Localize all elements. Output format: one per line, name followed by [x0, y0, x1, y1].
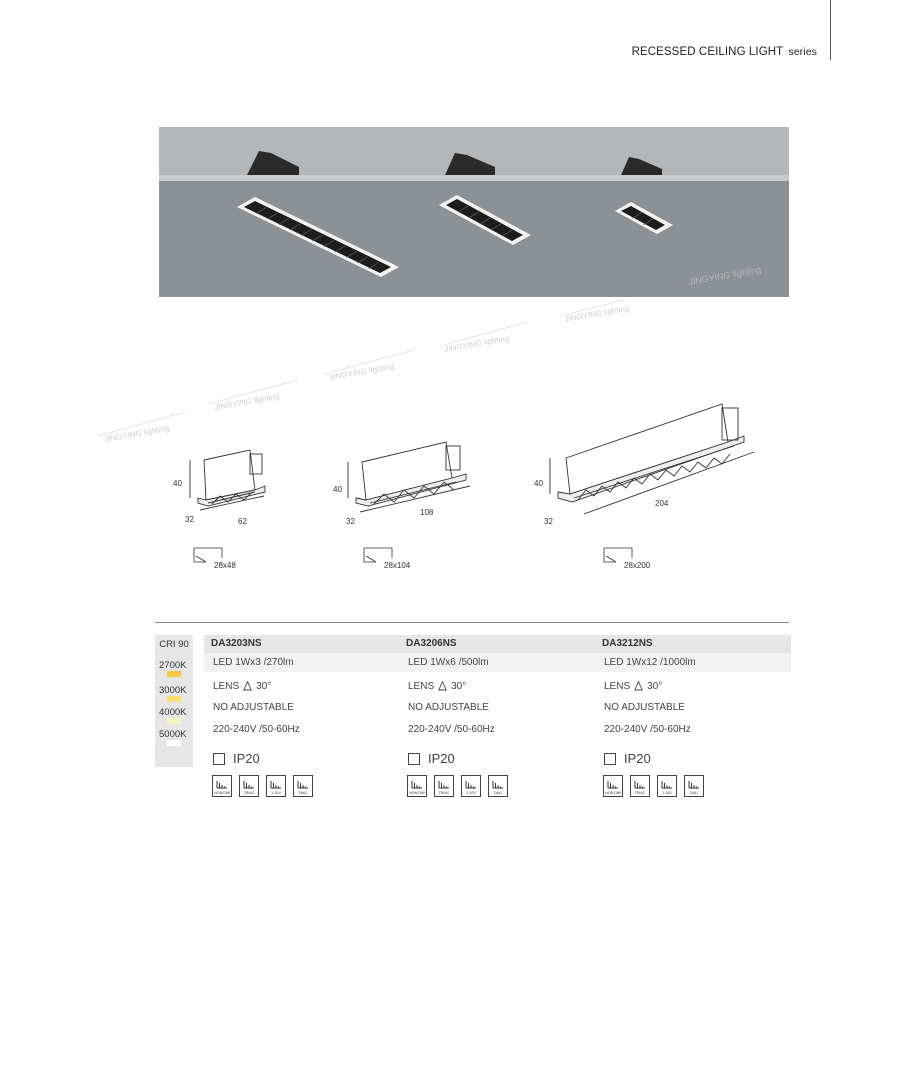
watermark-text: JINGYING lighting — [443, 333, 510, 354]
temp-4000k: 4000K — [159, 707, 187, 718]
one-to-ten-volt-icon: 1-10V — [657, 775, 677, 797]
lens-label: LENS — [213, 681, 240, 692]
temp-2700k: 2700K — [159, 660, 187, 671]
dali-icon: DALI — [488, 775, 508, 797]
dimming-icons — [212, 775, 322, 799]
watermark-text: JINGYING lighting — [103, 423, 170, 444]
ceiling-render-image — [159, 127, 789, 297]
dim-length-1: 62 — [238, 517, 247, 526]
lens-label: LENS — [408, 681, 435, 692]
triac-icon: TRIAC — [630, 775, 650, 797]
product-spec-da3206ns — [399, 635, 595, 805]
svg-text:JINGYING lighting: JINGYING lighting — [687, 264, 762, 287]
ip-label: IP20 — [428, 751, 455, 766]
technical-drawings — [0, 300, 900, 590]
dimension-drawing-3 — [550, 404, 754, 514]
watermark-text: JINGYING lighting — [213, 391, 280, 412]
watermark-text: JINGYING lighting — [328, 361, 395, 382]
temp-3000k: 3000K — [159, 685, 187, 696]
dimming-icons — [407, 775, 517, 799]
temp-swatch-3000k — [167, 696, 181, 702]
header-subtitle: series — [788, 46, 817, 58]
cutout-icon-2 — [364, 548, 392, 562]
ip-label: IP20 — [233, 751, 260, 766]
adjust-spec: NO ADJUSTABLE — [604, 702, 685, 713]
temp-5000k: 5000K — [159, 729, 187, 740]
dim-height-2: 40 — [333, 485, 342, 494]
lens-label: LENS — [604, 681, 631, 692]
cutout-label-1: 28x48 — [214, 561, 236, 570]
voltage-spec: 220-240V /50-60Hz — [408, 724, 495, 735]
dim-height-3: 40 — [534, 479, 543, 488]
beam-angle-icon — [438, 681, 447, 691]
one-to-ten-volt-icon: 1-10V — [266, 775, 286, 797]
lens-spec — [213, 681, 271, 692]
temp-swatch-2700k — [167, 671, 181, 677]
led-spec: LED 1Wx6 /500lm — [399, 653, 595, 672]
one-to-ten-volt-icon: 1-10V — [461, 775, 481, 797]
cutout-icon-3 — [604, 548, 632, 562]
triac-icon: TRIAC — [239, 775, 259, 797]
lens-angle: 30° — [451, 681, 467, 692]
ip-label: IP20 — [624, 751, 651, 766]
cri-color-temps — [155, 635, 193, 767]
cri-label: CRI 90 — [159, 639, 189, 650]
voltage-spec: 220-240V /50-60Hz — [213, 724, 300, 735]
header-title: RECESSED CEILING LIGHT — [631, 46, 784, 58]
non-dim-icon: NON DIM — [603, 775, 623, 797]
temp-swatch-4000k — [167, 718, 181, 724]
cutout-label-3: 28x200 — [624, 561, 651, 570]
product-model: DA3203NS — [204, 635, 400, 653]
header-divider — [830, 0, 831, 60]
ip-box-icon — [213, 753, 225, 765]
dimming-icons — [603, 775, 713, 799]
dim-height-1: 40 — [173, 479, 182, 488]
led-spec: LED 1Wx12 /1000lm — [595, 653, 791, 672]
dim-length-3: 204 — [655, 499, 669, 508]
dali-icon: DALI — [684, 775, 704, 797]
voltage-spec: 220-240V /50-60Hz — [604, 724, 691, 735]
product-model: DA3206NS — [399, 635, 595, 653]
led-spec: LED 1Wx3 /270lm — [204, 653, 400, 672]
lens-spec — [604, 681, 662, 692]
cutout-label-2: 28x104 — [384, 561, 411, 570]
beam-angle-icon — [634, 681, 643, 691]
adjust-spec: NO ADJUSTABLE — [408, 702, 489, 713]
lens-angle: 30° — [647, 681, 663, 692]
triac-icon: TRIAC — [434, 775, 454, 797]
dimension-drawing-1 — [190, 450, 265, 510]
page-header — [632, 46, 817, 58]
ip-box-icon — [408, 753, 420, 765]
product-spec-da3203ns — [204, 635, 400, 805]
non-dim-icon: NON DIM — [212, 775, 232, 797]
lens-spec — [408, 681, 466, 692]
cutout-icon-1 — [194, 548, 222, 562]
ip-box-icon — [604, 753, 616, 765]
adjust-spec: NO ADJUSTABLE — [213, 702, 294, 713]
temp-swatch-5000k — [167, 740, 181, 746]
section-divider — [155, 622, 789, 623]
dali-icon: DALI — [293, 775, 313, 797]
dim-depth-3: 32 — [544, 517, 553, 526]
non-dim-icon: NON DIM — [407, 775, 427, 797]
watermark-text: JINGYING lighting — [563, 303, 630, 324]
product-model: DA3212NS — [595, 635, 791, 653]
dim-length-2: 108 — [420, 508, 434, 517]
lens-angle: 30° — [256, 681, 272, 692]
dim-depth-2: 32 — [346, 517, 355, 526]
dimension-drawing-2 — [348, 442, 470, 512]
beam-angle-icon — [243, 681, 252, 691]
dim-depth-1: 32 — [185, 515, 194, 524]
product-spec-da3212ns — [595, 635, 791, 805]
